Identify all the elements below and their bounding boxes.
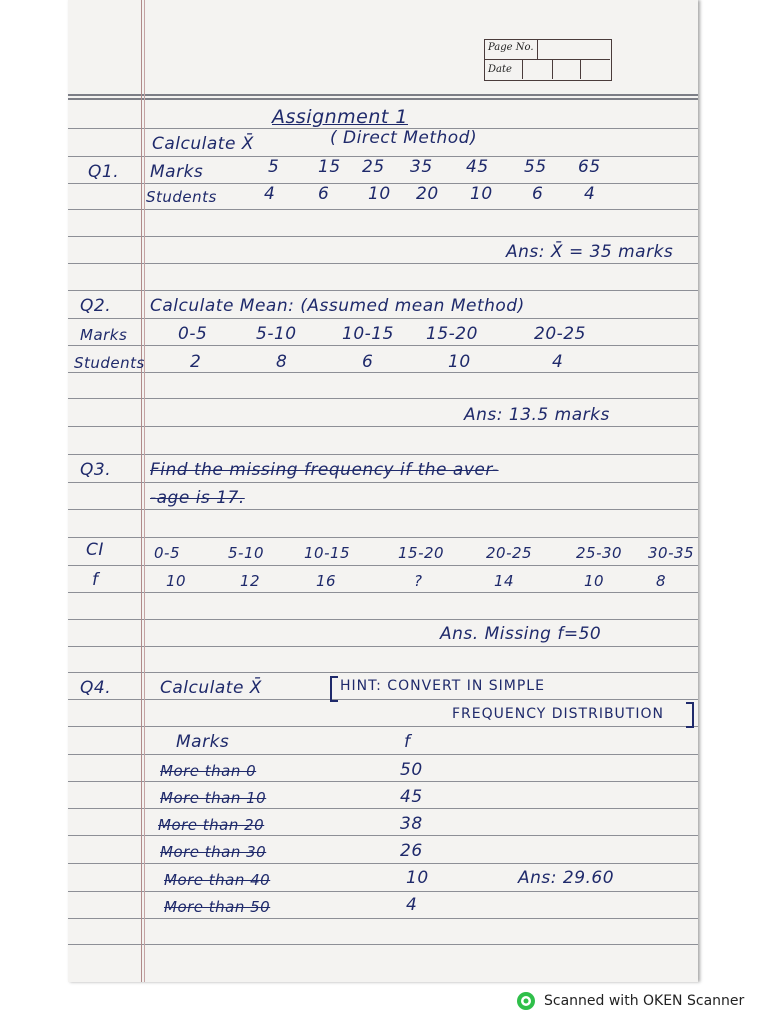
q2-number: Q2. (80, 296, 112, 316)
q3-cell: 10 (584, 572, 605, 590)
page-date-divider (552, 59, 553, 79)
q1-cell: 10 (470, 184, 493, 204)
q2-cell: 10 (448, 352, 471, 372)
assignment-title: Assignment 1 (272, 106, 408, 128)
scanner-watermark (516, 988, 744, 1014)
q3-cell: 25-30 (576, 544, 623, 562)
ruled-line (68, 891, 698, 892)
q1-cell: 65 (578, 157, 601, 177)
header-rule (68, 98, 698, 100)
ruled-line (68, 835, 698, 836)
date-label: Date (488, 64, 512, 75)
q1-cell: 4 (264, 184, 276, 204)
q4-answer: Ans: 29.60 (518, 868, 615, 888)
ruled-line (68, 509, 698, 510)
q1-cell: 10 (368, 184, 391, 204)
q4-col1-header: Marks (176, 732, 230, 752)
ruled-line (68, 345, 698, 346)
q4-row-label: More than 30 (160, 843, 267, 861)
q1-number: Q1. (88, 162, 120, 182)
q2-cell: 6 (362, 352, 374, 372)
q3-answer: Ans. Missing f=50 (440, 624, 602, 644)
q3-cell: 12 (240, 572, 261, 590)
ruled-line (68, 318, 698, 319)
ruled-line (68, 398, 698, 399)
hint-bracket (686, 702, 694, 728)
q1-cell: 4 (584, 184, 596, 204)
margin-line (141, 0, 142, 982)
q1-cell: 5 (268, 157, 280, 177)
q1-instruction: Calculate X̄ (152, 134, 254, 154)
q4-row-f: 50 (400, 760, 423, 780)
q3-row1-label: CI (86, 540, 104, 560)
q2-cell: 20-25 (534, 324, 586, 344)
page-date-divider (522, 59, 523, 79)
q4-row-label: More than 40 (164, 871, 271, 889)
q2-row1-label: Marks (80, 326, 128, 344)
page-date-divider (580, 59, 581, 79)
ruled-line (68, 918, 698, 919)
q4-row-label: More than 20 (158, 816, 265, 834)
q1-row2-label: Students (146, 188, 217, 206)
q3-cell: ? (414, 572, 423, 590)
ruled-line (68, 290, 698, 291)
q2-cell: 5-10 (256, 324, 297, 344)
q4-row-label: More than 50 (164, 898, 271, 916)
q3-row2-label: f (92, 570, 99, 590)
q1-cell: 6 (318, 184, 330, 204)
header-rule (68, 94, 698, 96)
ruled-line (68, 863, 698, 864)
ruled-line (68, 592, 698, 593)
ruled-line (68, 726, 698, 727)
q3-question-line2: -age is 17. (150, 488, 245, 508)
q4-instruction: Calculate X̄ (160, 678, 262, 698)
q1-cell: 15 (318, 157, 341, 177)
q2-cell: 10-15 (342, 324, 394, 344)
q4-row-f: 38 (400, 814, 423, 834)
q1-method: ( Direct Method) (330, 128, 478, 148)
q1-cell: 45 (466, 157, 489, 177)
q4-row-label: More than 0 (160, 762, 257, 780)
ruled-line (68, 699, 698, 700)
page-date-divider (537, 39, 538, 59)
hint-bracket (330, 676, 338, 702)
q4-row-f: 45 (400, 787, 423, 807)
page-date-divider (484, 59, 610, 60)
q3-cell: 5-10 (228, 544, 265, 562)
ruled-line (68, 372, 698, 373)
q3-cell: 30-35 (648, 544, 695, 562)
q1-cell: 6 (532, 184, 544, 204)
ruled-line (68, 646, 698, 647)
q3-cell: 16 (316, 572, 337, 590)
ruled-line (68, 754, 698, 755)
ruled-line (68, 426, 698, 427)
q4-number: Q4. (80, 678, 112, 698)
ruled-line (68, 236, 698, 237)
q2-cell: 8 (276, 352, 288, 372)
ruled-line (68, 781, 698, 782)
q3-cell: 8 (656, 572, 667, 590)
q3-cell: 20-25 (486, 544, 533, 562)
q1-answer: Ans: X̄ = 35 marks (506, 242, 674, 262)
ruled-line (68, 672, 698, 673)
q3-cell: 10 (166, 572, 187, 590)
q4-hint-line1: HINT: CONVERT IN SIMPLE (340, 678, 545, 694)
ruled-line (68, 619, 698, 620)
q3-cell: 10-15 (304, 544, 351, 562)
ruled-line (68, 209, 698, 210)
q3-cell: 14 (494, 572, 515, 590)
q1-cell: 35 (410, 157, 433, 177)
q4-col2-header: f (404, 732, 411, 752)
ruled-line (68, 944, 698, 945)
q3-question-line1: Find the missing frequency if the aver- (150, 460, 499, 480)
ruled-line (68, 454, 698, 455)
ruled-line (68, 482, 698, 483)
q2-instruction: Calculate Mean: (Assumed mean Method) (150, 296, 525, 316)
q3-number: Q3. (80, 460, 112, 480)
q3-cell: 15-20 (398, 544, 445, 562)
q4-row-f: 4 (406, 895, 418, 915)
q4-row-label: More than 10 (160, 789, 267, 807)
margin-line (144, 0, 145, 982)
q2-cell: 2 (190, 352, 202, 372)
q4-hint-line2: FREQUENCY DISTRIBUTION (452, 706, 664, 722)
q2-cell: 15-20 (426, 324, 478, 344)
scanner-logo-icon (516, 991, 536, 1011)
q2-cell: 0-5 (178, 324, 208, 344)
q4-row-f: 26 (400, 841, 423, 861)
q1-cell: 55 (524, 157, 547, 177)
ruled-line (68, 263, 698, 264)
q2-row2-label: Students (74, 354, 145, 372)
q2-answer: Ans: 13.5 marks (464, 405, 610, 425)
q1-cell: 25 (362, 157, 385, 177)
q1-cell: 20 (416, 184, 439, 204)
ruled-line (68, 808, 698, 809)
q3-cell: 0-5 (154, 544, 180, 562)
q1-row1-label: Marks (150, 162, 204, 182)
ruled-line (68, 565, 698, 566)
ruled-line (68, 537, 698, 538)
q2-cell: 4 (552, 352, 564, 372)
q4-row-f: 10 (406, 868, 429, 888)
page-no-label: Page No. (488, 42, 534, 53)
scanner-text: Scanned with OKEN Scanner (544, 993, 745, 1009)
